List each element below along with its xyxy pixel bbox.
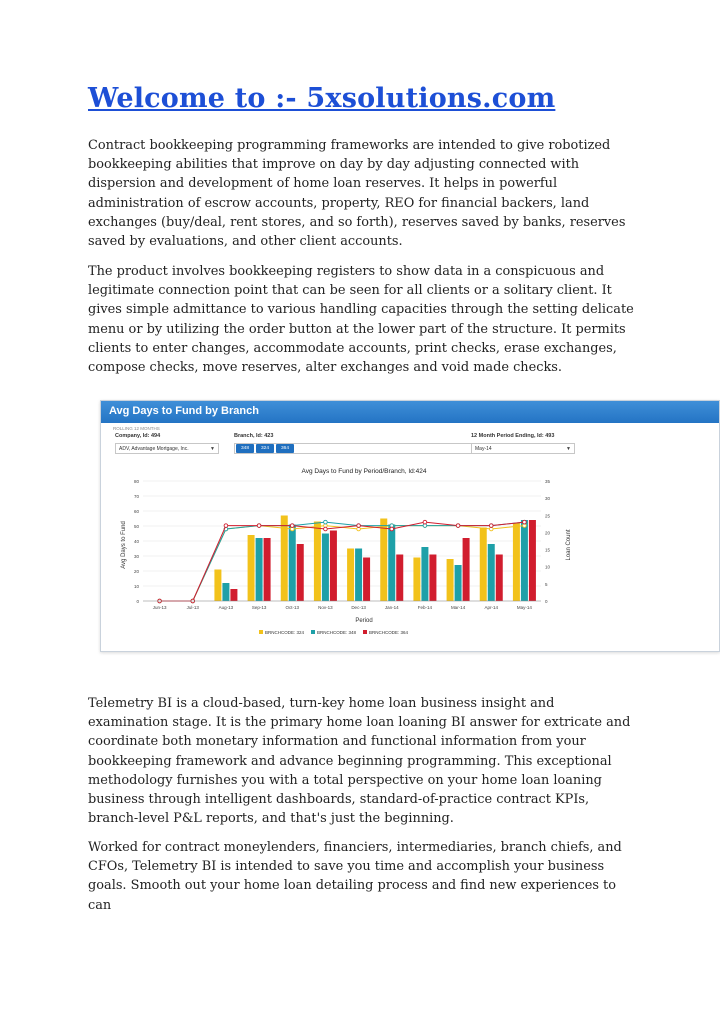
series-line — [160, 526, 525, 601]
bar — [463, 538, 470, 601]
period-label: 12 Month Period Ending, Id: 493 — [471, 433, 555, 439]
y-tick-label: 0 — [136, 599, 139, 604]
bar — [380, 519, 387, 602]
bar — [521, 520, 528, 601]
dashboard-screenshot — [100, 400, 720, 652]
bar — [264, 538, 271, 601]
x-tick-label: Jan-14 — [384, 605, 399, 610]
legend-swatch — [311, 630, 315, 634]
y-axis-label: Avg Days to Fund — [121, 521, 127, 569]
dashboard-title: Avg Days to Fund by Branch — [109, 405, 259, 417]
chart-title: Avg Days to Fund by Period/Branch, Id:424 — [301, 468, 427, 475]
bar — [355, 549, 362, 602]
paragraph-4: Worked for contract moneylenders, financiers, intermediaries, branch chiefs, and CFOs, Telemetry BI is intended to save you time and accomplish your business goals. Smooth out your home loan detailing process and find new experiences to can — [88, 840, 622, 913]
branch-chip-364[interactable]: 364 — [276, 444, 294, 453]
line-point — [456, 524, 460, 528]
y-tick-label: 80 — [133, 479, 139, 484]
y2-tick-label: 0 — [545, 599, 548, 604]
line-point — [523, 520, 527, 524]
company-label: Company, Id: 494 — [115, 433, 161, 439]
bar — [447, 559, 454, 601]
line-point — [489, 524, 493, 528]
series-line — [160, 522, 525, 601]
x-tick-label: Feb-14 — [417, 605, 433, 610]
line-point — [357, 524, 361, 528]
y2-axis-label: Loan Count — [566, 529, 572, 561]
chevron-down-icon: ▼ — [566, 446, 571, 452]
bar — [396, 555, 403, 602]
bar — [230, 589, 237, 601]
line-point — [224, 524, 228, 528]
bar — [248, 535, 255, 601]
paragraph-2: The product involves bookkeeping registers to show data in a conspicuous and legitimate connection point that can be seen for all clients or a solitary client. It gives simple admittance to various handling capacities through the setting delicate menu or by utilizing the order button at the lower part of the structure. It permits clients to enter changes, accommodate accounts, print checks, erase exchanges, compose checks, move reserves, alter exchanges and void made checks. — [88, 264, 634, 376]
line-point — [257, 524, 261, 528]
y-tick-label: 70 — [133, 494, 139, 499]
branch-label: Branch, Id: 423 — [234, 433, 274, 439]
company-value: ADV, Advantage Mortgage, Inc. — [119, 446, 189, 452]
x-axis-label: Period — [355, 618, 373, 624]
y2-tick-label: 15 — [545, 547, 551, 553]
branch-chip-348[interactable]: 348 — [236, 444, 254, 453]
x-tick-label: Nov-13 — [318, 605, 333, 610]
x-tick-label: Jun-13 — [152, 605, 167, 610]
x-tick-label: Sep-13 — [251, 605, 267, 610]
line-point — [390, 527, 394, 531]
y2-tick-label: 30 — [545, 496, 551, 502]
bar — [480, 528, 487, 602]
bar — [347, 549, 354, 602]
x-tick-label: Apr-14 — [484, 605, 499, 610]
y2-tick-label: 5 — [545, 581, 548, 587]
y-tick-label: 50 — [133, 524, 139, 529]
avg-days-chart — [101, 401, 719, 651]
bar — [330, 531, 337, 602]
y2-tick-label: 10 — [545, 564, 551, 570]
y-tick-label: 40 — [133, 539, 139, 544]
series-line — [160, 522, 525, 601]
line-point — [324, 520, 328, 524]
chart-lines — [158, 520, 526, 602]
bar — [314, 522, 321, 602]
y2-tick-label: 20 — [545, 530, 551, 536]
branch-chip-324[interactable]: 324 — [256, 444, 274, 453]
chevron-down-icon: ▼ — [210, 446, 215, 452]
line-point — [290, 524, 294, 528]
x-tick-label: Aug-13 — [218, 605, 234, 610]
bar — [222, 583, 229, 601]
x-tick-label: Mar-14 — [450, 605, 466, 610]
legend-swatch — [363, 630, 367, 634]
page-title[interactable]: Welcome to :- 5xsolutions.com — [88, 83, 556, 114]
y-tick-label: 20 — [133, 569, 139, 574]
bar — [496, 555, 503, 602]
bar — [388, 525, 395, 602]
bar — [256, 538, 263, 601]
x-tick-label: Jul-13 — [186, 605, 199, 610]
bar — [421, 547, 428, 601]
y-tick-label: 30 — [133, 554, 139, 559]
bar — [413, 558, 420, 602]
y2-tick-label: 25 — [545, 513, 551, 519]
line-point — [423, 520, 427, 524]
paragraph-1: Contract bookkeeping programming frameworks are intended to give robotized bookkeeping abilities that improve on day by day adjusting connected with dispersion and development of home loan reserves. It helps in powerful administration of escrow accounts, property, REO for financial backers, land exchanges (buy/deal, rent stores, and so forth), reserves saved by banks, reserves saved by evaluations, and other client accounts. — [88, 138, 626, 250]
bar — [297, 544, 304, 601]
x-tick-label: May-14 — [516, 605, 532, 610]
legend-label: BRNCHCODE: 364 — [369, 630, 409, 635]
legend-label: BRNCHCODE: 324 — [265, 630, 305, 635]
bar — [455, 565, 462, 601]
bar — [214, 570, 221, 602]
chart-legend — [259, 630, 409, 635]
legend-label: BRNCHCODE: 348 — [317, 630, 357, 635]
x-tick-label: Oct-13 — [285, 605, 300, 610]
y2-tick-label: 35 — [545, 479, 551, 484]
bar — [289, 525, 296, 602]
y-tick-label: 10 — [133, 584, 139, 589]
bar — [513, 523, 520, 601]
x-tick-label: Dec-13 — [351, 605, 366, 610]
paragraph-3: Telemetry BI is a cloud-based, turn-key home loan business insight and examination stage. It is the primary home loan loaning BI answer for extricate and coordinate both monetary information and functional information from your bookkeeping framework and advance beginning programming. This exceptional methodology furnishes you with a total perspective on your home loan loaning business through intelligent dashboards, standard-of-practice contract KPIs, branch-level P&L reports, and that's just the beginning. — [88, 696, 631, 827]
bar — [429, 555, 436, 602]
y-tick-label: 60 — [133, 509, 139, 514]
line-point — [324, 527, 328, 531]
bar — [488, 544, 495, 601]
dashboard-frame — [100, 400, 720, 652]
bar — [529, 520, 536, 601]
bar — [363, 558, 370, 602]
bar — [322, 534, 329, 602]
legend-swatch — [259, 630, 263, 634]
rolling-label: ROLLING 12 MONTHS — [113, 426, 160, 431]
period-value: May-14 — [475, 446, 492, 452]
